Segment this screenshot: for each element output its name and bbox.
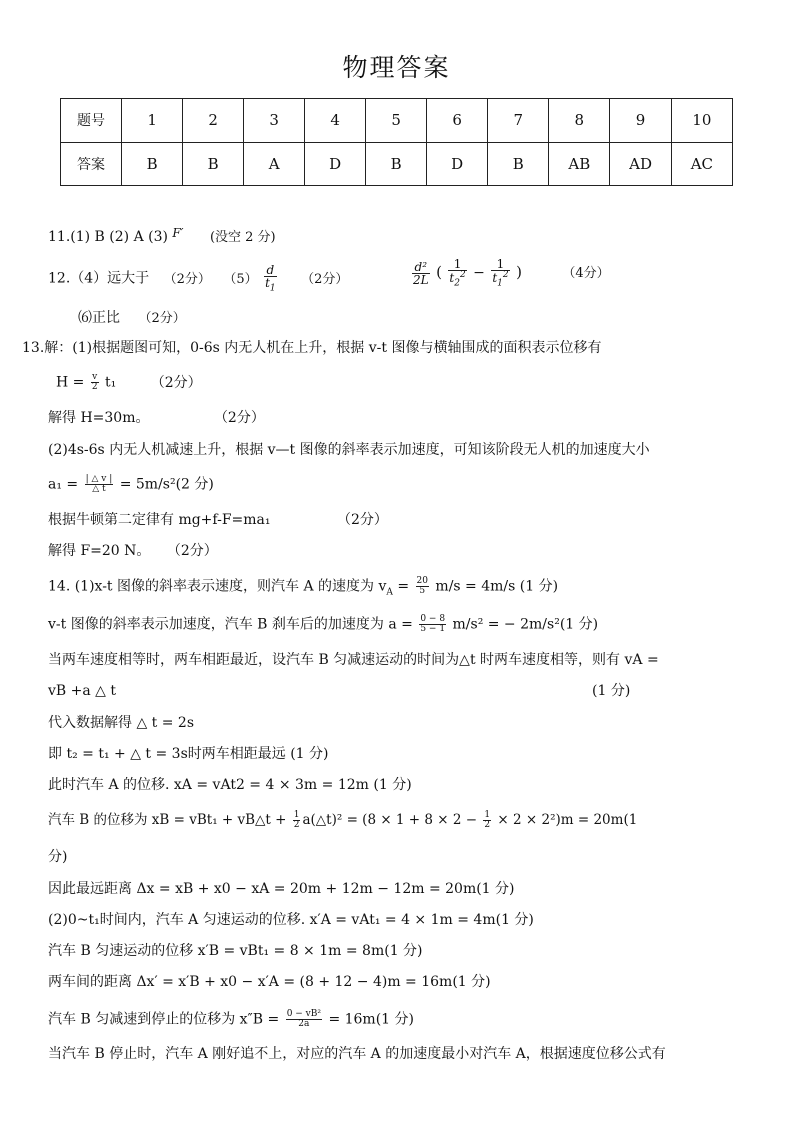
table-cell: 5 <box>366 99 427 143</box>
table-cell: 1 <box>122 99 183 143</box>
table-cell: D <box>305 142 366 186</box>
table-cell: B <box>488 142 549 186</box>
q14-line2 <box>48 615 598 634</box>
q13-h-den: 2 <box>91 382 98 392</box>
q12-expr-den: 2L <box>413 272 429 287</box>
q13-h-frac <box>91 373 99 392</box>
q13-line3-text: 解得 H=30m。 <box>48 410 150 426</box>
table-cell: 9 <box>610 99 671 143</box>
answer-label: 答案 <box>61 142 122 186</box>
table-cell: D <box>427 142 488 186</box>
q13-score4: （2分） <box>166 543 218 559</box>
q13-score3: （2分） <box>336 512 388 528</box>
q14-l8-den: 2 <box>293 820 300 830</box>
q13-line6 <box>48 511 388 529</box>
page-title: 物理答案 <box>342 53 451 82</box>
q12-frac-den <box>264 276 277 293</box>
q14-l8b: a(△t)² = (8 × 1 + 8 × 2 − <box>302 812 482 828</box>
q11-score: (没空 2 分) <box>209 230 276 245</box>
q14-line12: 汽车 B 匀速运动的位移 x′B = vBt₁ = 8 × 1m = 8m(1 分) <box>48 943 423 959</box>
q13-score1: （2分） <box>150 374 202 391</box>
q13-a-formula <box>48 475 214 494</box>
q13-line4: (2)4s-6s 内无人机减速上升，根据 v—t 图像的斜率表示加速度，可知该阶段无人机的加速度大小 <box>48 442 650 458</box>
q14-l8-frac <box>293 811 301 830</box>
q12-expression: $\frac{\text{d²}}{2L}$ ( $\frac{1}{t_2^2}$ − $\frac{1}{t_1^2}$ ) （4分） <box>413 257 610 289</box>
q11-symbol: F′ <box>172 226 184 240</box>
q14-l14a: 汽车 B 匀减速到停止的位移为 x″B = <box>48 1011 284 1028</box>
q14-l8-frac2: $\frac{1}{2}$ <box>484 810 491 830</box>
q13-score2: （2分） <box>213 410 265 426</box>
q12-expr-num: d² <box>414 259 428 274</box>
q14-l1a: 14. (1)x-t 图像的斜率表示速度，则汽车 A 的速度为 v <box>48 578 387 595</box>
q12-inner-frac-1: $\frac{1}{t_2^2}$ <box>449 257 466 289</box>
table-cell: A <box>244 142 305 186</box>
q13-line3 <box>48 409 265 427</box>
q11-line <box>48 224 276 247</box>
q14-l8-num: 1 <box>293 810 300 820</box>
q14-line10: 因此最远距离 Δx = xB + x0 − xA = 20m + 12m − 12m = 20m(1 分) <box>48 881 515 897</box>
q14-l8a: 汽车 B 的位移为 xB = vBt₁ + vB△t + <box>48 812 291 828</box>
q12-score-b: （2分） <box>301 271 349 287</box>
answer-table <box>60 98 733 186</box>
q13-h-prefix: H = <box>56 374 89 391</box>
table-cell: 4 <box>305 99 366 143</box>
q14-line6: 即 t₂ = t₁ + △ t = 3s时两车相距最远 (1 分) <box>48 746 329 762</box>
q14-l14-frac <box>286 1010 322 1029</box>
q14-l1b: m/s = 4m/s (1 分) <box>435 578 559 595</box>
q14-l14-den: 2a <box>286 1019 322 1029</box>
q13-h-suffix: t₁ <box>105 374 117 391</box>
q14-l14b: = 16m(1 分) <box>328 1011 414 1028</box>
q14-l2-den: 5 − 1 <box>420 624 446 634</box>
table-row <box>61 142 733 186</box>
q13-line1: 13.解：(1)根据题图可知，0-6s 内无人机在上升，根据 v-t 图像与横轴围成的面积表示位移有 <box>22 340 602 356</box>
table-cell: 3 <box>244 99 305 143</box>
q13-a-prefix: a₁ = <box>48 476 83 493</box>
table-cell: 7 <box>488 99 549 143</box>
table-cell: 2 <box>183 99 244 143</box>
q14-line3: 当两车速度相等时，两车相距最近，设汽车 B 匀减速运动的时间为△t 时两车速度相等，则有 vA = <box>48 652 659 668</box>
q12-score-c: （4分） <box>562 266 610 282</box>
q11-text: 11.(1) B (2) A (3) <box>48 229 168 245</box>
q14-l2b: m/s² = − 2m/s²(1 分) <box>452 616 599 633</box>
q12-part5: （5） <box>223 271 258 287</box>
q13-a-den: △ t <box>85 484 114 494</box>
table-cell: AC <box>671 142 732 186</box>
table-cell: B <box>122 142 183 186</box>
q12-score-d: （2分） <box>138 311 186 326</box>
q12-score-a: （2分） <box>163 271 211 287</box>
q14-line14 <box>48 1010 414 1029</box>
q14-line11: (2)0~t₁时间内，汽车 A 匀速运动的位移. x′A = vAt₁ = 4 × 1m = 4m(1 分) <box>48 912 534 928</box>
q14-line7: 此时汽车 A 的位移. xA = vAt2 = 4 × 3m = 12m (1 分) <box>48 777 412 793</box>
q12-line <box>48 264 348 293</box>
q14-line5: 代入数据解得 △ t = 2s <box>48 715 195 731</box>
q13-a-suffix: = 5m/s²(2 分) <box>119 476 214 493</box>
q14-line8 <box>48 811 637 830</box>
q14-line13: 两车间的距离 Δx′ = x′B + x0 − x′A = (8 + 12 − 4)m = 16m(1 分) <box>48 974 491 990</box>
table-cell: 8 <box>549 99 610 143</box>
q14-l2a: v-t 图像的斜率表示加速度，汽车 B 刹车后的加速度为 a = <box>48 616 418 633</box>
q14-l2-num: 0 − 8 <box>420 614 446 624</box>
q14-l1-num: 20 <box>416 576 428 586</box>
q12-t-sub: 1 <box>269 283 276 294</box>
q12-part6-line <box>78 309 186 328</box>
q12-frac-num: d <box>266 263 275 277</box>
q14-l1-frac <box>416 577 429 596</box>
q12-inner-frac-2: $\frac{1}{t_1^2}$ <box>492 257 509 289</box>
table-row <box>61 99 733 143</box>
q14-l14-num: 0 − vB² <box>286 1009 321 1019</box>
q14-l1-den: 5 <box>416 586 429 596</box>
q12-fraction <box>264 264 277 293</box>
q12-expr-frac <box>412 261 430 286</box>
q13-a-frac <box>85 475 114 494</box>
table-cell: 6 <box>427 99 488 143</box>
q14-l8c: × 2 × 2²)m = 20m(1 <box>493 812 638 828</box>
table-cell: 10 <box>671 99 732 143</box>
q13-line7-text: 解得 F=20 N。 <box>48 543 151 559</box>
q14-line4-score: (1 分) <box>592 683 631 699</box>
q14-line4: vB +a △ t <box>48 683 117 699</box>
q13-h-num: v <box>92 372 98 382</box>
q13-h-formula <box>56 373 202 392</box>
q13-line6-text: 根据牛顿第二定律有 mg+f-F=ma₁ <box>48 512 271 528</box>
q12-part6: ⑹正比 <box>78 310 120 326</box>
q12-label: 12.（4）远大于 <box>48 270 150 287</box>
header-label: 题号 <box>61 99 122 143</box>
q14-line1: 14. (1)x-t 图像的斜率表示速度，则汽车 A 的速度为 $v_A$ = $\frac{20}{5}$ m/s = 4m/s (1 分) <box>48 576 559 598</box>
q13-a-num: | △ v | <box>85 474 113 484</box>
q14-line9: 分) <box>48 849 68 865</box>
table-cell: B <box>366 142 427 186</box>
q13-line7 <box>48 542 218 560</box>
q12-t: t <box>265 276 270 290</box>
table-cell: AB <box>549 142 610 186</box>
q14-l2-frac <box>419 615 446 634</box>
table-cell: B <box>183 142 244 186</box>
q14-line15: 当汽车 B 停止时，汽车 A 刚好追不上，对应的汽车 A 的加速度最小对汽车 A，根据速度位移公式有 <box>48 1046 666 1062</box>
table-cell: AD <box>610 142 671 186</box>
